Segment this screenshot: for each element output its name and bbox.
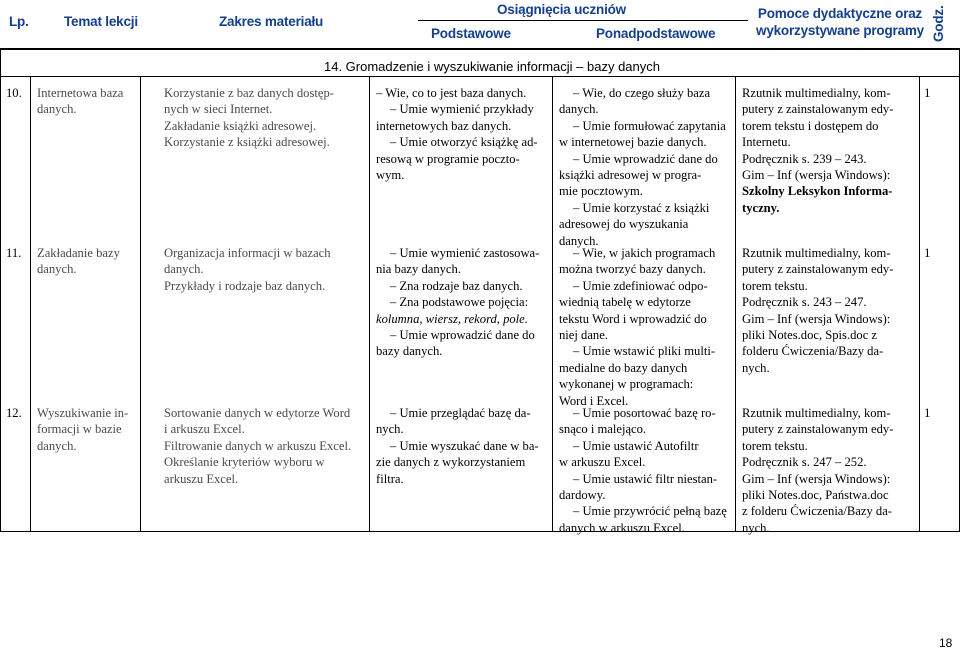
row-11-temat: Zakładanie bazy danych. (37, 246, 120, 277)
header-bottom-rule (0, 48, 960, 50)
row-12-zakres: Sortowanie danych w edytorze Word i arkuszu Excel. Filtrowanie danych w arkuszu Excel. Określanie kryteriów wyboru w arkuszu Excel. (164, 406, 352, 486)
row-10-temat: Internetowa baza danych. (37, 86, 124, 117)
col-border-3 (369, 77, 370, 532)
header-zakres: Zakres materiału (219, 14, 324, 29)
table-header (0, 0, 960, 48)
header-osiagniecia: Osiągnięcia uczniów (497, 2, 626, 17)
header-divider (418, 20, 748, 21)
page-number: 18 (939, 636, 953, 650)
header-godz: Godz. (931, 5, 946, 42)
row-12-godz: 1 (924, 405, 931, 420)
row-10-pomoce: Rzutnik multimedialny, kom- putery z zainstalowanym edy- torem tekstu i dostępem do Internetu. Podręcznik s. 239 – 243. Gim – Inf (wersja Windows): Szkolny Leksykon Informa- tyczny. (742, 86, 894, 215)
header-pomoce-line2: wykorzystywane programy (756, 23, 924, 38)
col-border-5 (735, 77, 736, 532)
row-11-ponadpodstawowe: – Wie, w jakich programach można tworzyć bazy danych. – Umie zdefiniować odpo- wiednią tabelę w edytorze tekstu Word i wprowadzić do niej dane. – Umie wstawić pliki multi- medialne do bazy danych wykonanej w programach: Word i Excel. (559, 246, 716, 408)
row-11-podstawowe: – Umie wymienić zastosowa- nia bazy danych. – Zna rodzaje baz danych. – Zna podstawowe pojęcia: kolumna, wiersz, rekord, pole. – Umie wprowadzić dane do bazy danych. (376, 246, 540, 359)
row-12-temat: Wyszukiwanie in- formacji w bazie danych. (37, 406, 129, 453)
section-title: 14. Gromadzenie i wyszukiwanie informacji – bazy danych (324, 59, 660, 74)
header-temat: Temat lekcji (64, 14, 138, 29)
row-11-pomoce: Rzutnik multimedialny, kom- putery z zainstalowanym edy- torem tekstu. Podręcznik s. 243 – 247. Gim – Inf (wersja Windows): pliki Notes.doc, Spis.doc z folderu Ćwiczenia/Bazy da- nych. (742, 246, 894, 375)
section-rule (0, 76, 960, 77)
row-10-ponadpodstawowe: – Wie, do czego służy baza danych. – Umie formułować zapytania w internetowej bazie danych. – Umie wprowadzić dane do książki adresowej w progra- mie pocztowym. – Umie korzystać z książki adresowej do wyszukania danych. (559, 86, 726, 248)
row-10-podstawowe: – Wie, co to jest baza danych. – Umie wymienić przykłady internetowych baz danych. – Umie otworzyć książkę ad- resową w programie poczto- wym. (376, 86, 538, 183)
col-border-4 (552, 77, 553, 532)
header-lp: Lp. (9, 14, 29, 29)
row-11-lp: 11. (6, 246, 22, 260)
col-border-2 (140, 77, 141, 532)
header-ponadpodstawowe: Ponadpodstawowe (596, 26, 716, 41)
row-10-zakres: Korzystanie z baz danych dostęp- nych w sieci Internet. Zakładanie książki adresowej. Korzystanie z książki adresowej. (164, 86, 334, 150)
header-pomoce-line1: Pomoce dydaktyczne oraz (757, 6, 923, 21)
row-11-godz: 1 (924, 245, 931, 260)
row-11-zakres: Organizacja informacji w bazach danych. Przykłady i rodzaje baz danych. (164, 246, 331, 293)
row-12-ponadpodstawowe: – Umie posortować bazę ro- snąco i malejąco. – Umie ustawić Autofiltr w arkuszu Excel. – Umie ustawić filtr niestan- dardowy. – Umie przywrócić pełną bazę danych w arkuszu Excel. (559, 406, 727, 535)
row-12-pomoce: Rzutnik multimedialny, kom- putery z zainstalowanym edy- torem tekstu. Podręcznik s. 247 – 252. Gim – Inf (wersja Windows): pliki Notes.doc, Państwa.doc z folderu Ćwiczenia/Bazy da- nych. (742, 406, 894, 535)
row-12-podstawowe: – Umie przeglądać bazę da- nych. – Umie wyszukać dane w ba- zie danych z wykorzystaniem filtra. (376, 406, 539, 486)
row-10-lp: 10. (6, 86, 22, 100)
header-podstawowe: Podstawowe (431, 26, 511, 41)
row-10-godz: 1 (924, 85, 931, 100)
col-border-0 (0, 48, 1, 532)
row-12-lp: 12. (6, 406, 22, 420)
col-border-6 (919, 77, 920, 532)
col-border-1 (30, 77, 31, 532)
